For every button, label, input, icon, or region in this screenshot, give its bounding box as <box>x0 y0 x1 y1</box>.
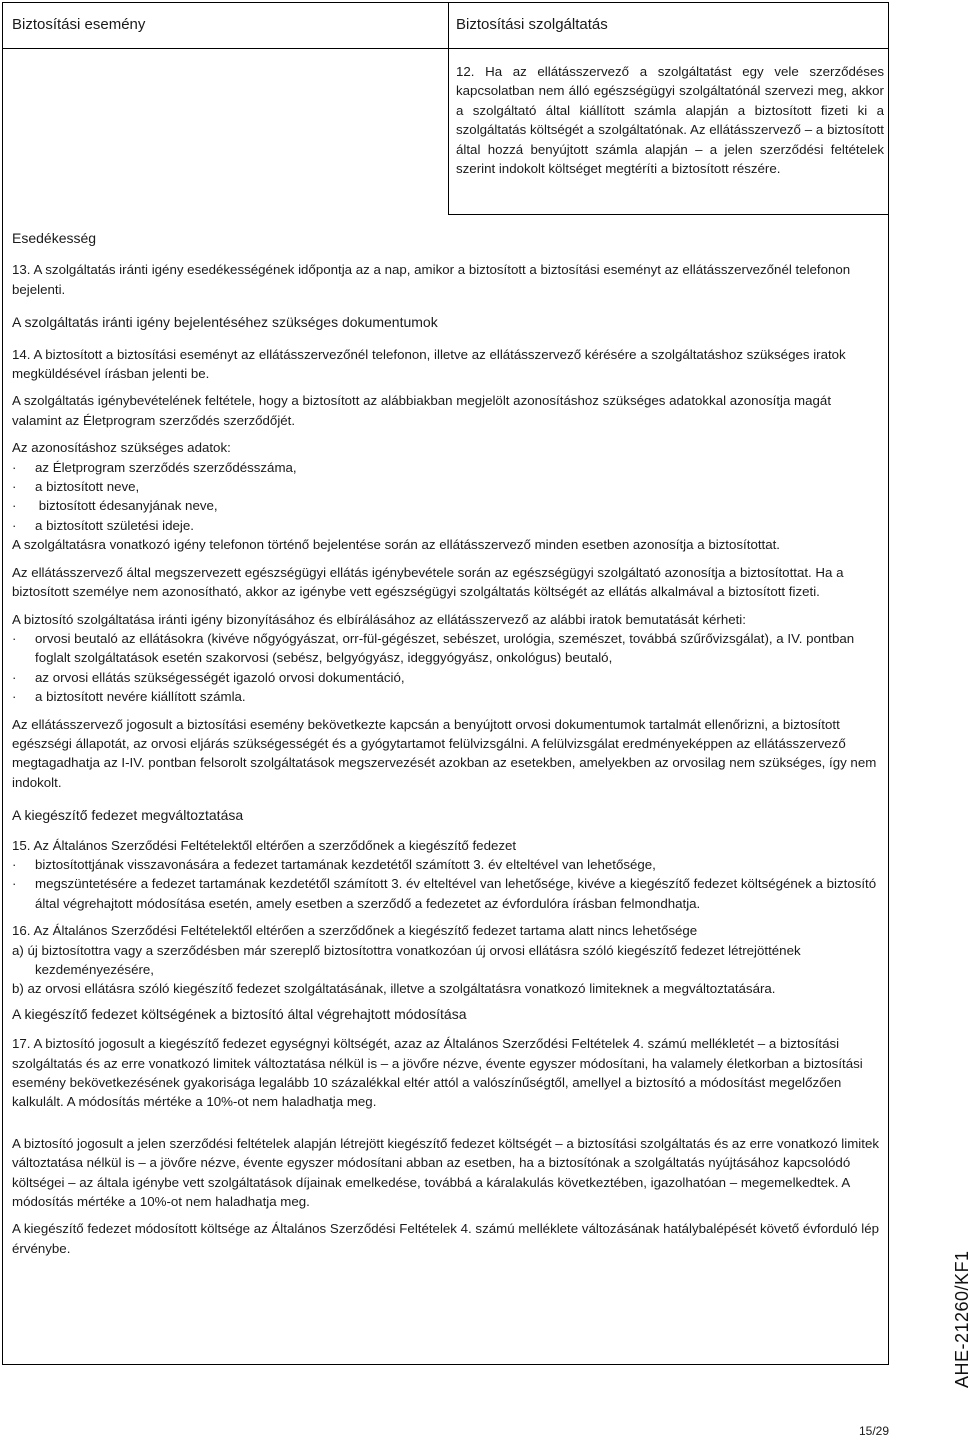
list-item: · a biztosított neve, <box>12 479 140 495</box>
paragraph-15: 15. Az Általános Szerződési Feltételektől eltérően a szerződőnek a kiegészítő fedezet <box>12 837 517 853</box>
paragraph-17b: A biztosító jogosult a jelen szerződési feltételek alapján létrejött kiegészítő fedezet költségét – a biztosítási szolgáltatás és az erre vonatkozó limitek változtatása nélkül is – a jövőre nézve, évente egyszer módosítani abban az esetben, ha a biztosítónak a szolgáltatás nyújtásához kapcsolódó költségei – az általa igénybe vett szolgáltatások díjainak emelkedése, továbbá a káralakulás következtében, igazolhatóan – megemelkedtek. A módosítás mértéke a 10%-ot nem haladhatja meg. <box>12 1135 879 1210</box>
heading-documents: A szolgáltatás iránti igény bejelentéséhez szükséges dokumentumok <box>12 314 438 331</box>
heading-cost: A kiegészítő fedezet költségének a biztosító által végrehajtott módosítása <box>12 1005 467 1022</box>
paragraph-14d: Az ellátásszervező által megszervezett egészségügyi ellátás igénybevétele során az egészségügyi szolgáltató azonosítja a biztosítottat. Ha a biztosított személye nem azonosítható, akkor az igénybe vett egészségügyi szolgáltatás költségét az ellátás alkalmával a biztosított fizeti. <box>12 564 844 600</box>
paragraph-17: 17. A biztosító jogosult a kiegészítő fedezet egységnyi költségét, azaz az Általános Szerződési Feltételek 4. számú mellékletét – a biztosítási szolgáltatás és az erre vonatkozó limitek változtatása nélkül is – a jövőre nézve, évente egyszer módosítani, ha valamely életkorban a biztosítási esemény bekövetkezésének gyakorisága legalább 10 százalékkal eltér attól a valószínűségtől, amellyel a biztosító a módosítást megelőzően kalkulált. A módosítás mértéke a 10%-ot nem haladhatja meg. <box>12 1036 863 1110</box>
list-item: · az Életprogram szerződés szerződésszáma, <box>12 459 297 475</box>
paragraph-16b: b) az orvosi ellátásra szóló kiegészítő fedezet szolgáltatásának, illetve a szolgáltatásra vonatkozó limiteknek a megváltoztatására. <box>12 981 776 997</box>
service-paragraph-12: 12. Ha az ellátásszervező a szolgáltatást egy vele szerződéses kapcsolatban nem álló egészségügyi szolgáltatónál szervezi meg, akkor a szolgáltató által kiállított számla alapján a biztosított fizeti ki a szolgáltatás költségét a szolgáltatónak. Az ellátásszervező – a biztosított által hozzá benyújtott számla alapján – a jelen szerződési feltételek szerint indokolt költséget megtéríti a biztosított részére. <box>456 64 884 177</box>
paragraph-14c: A szolgáltatásra vonatkozó igény telefonon történő bejelentése során az ellátásszervező minden esetben azonosítja a biztosítottat. <box>12 537 781 553</box>
paragraph-13: 13. A szolgáltatás iránti igény esedékességének időpontja az a nap, amikor a biztosított a biztosítási eseményt az ellátásszervezőnél telefonon bejelenti. <box>12 262 851 297</box>
list-item: · biztosított édesanyjának neve, <box>12 498 218 514</box>
paragraph-14f: Az ellátásszervező jogosult a biztosítási esemény bekövetkezte kapcsán a benyújtott orvosi dokumentumok tartalmát ellenőrizni, a biztosított egészségi állapotát, az orvosi eljárás szükségességét és a gyógytartamot felülvizsgálni. A felülvizsgálat eredményeképpen az ellátásszervező megtagadhatja az I-IV. pontban felsorolt szolgáltatások megszervezését azokban az esetekben, amelyekben az orvosilag nem szükséges, így nem indokolt. <box>12 716 877 790</box>
main-content <box>12 229 882 1258</box>
list-item: · a biztosított születési ideje. <box>12 517 194 533</box>
paragraph-14e: A biztosító szolgáltatása iránti igény bizonyításához és elbírálásához az ellátásszervező az alábbi iratok bemutatását kérheti: <box>12 611 746 627</box>
content-frame <box>2 2 889 1365</box>
id-intro: Az azonosításhoz szükséges adatok: <box>12 440 231 456</box>
paragraph-14b: A szolgáltatás igénybevételének feltétele, hogy a biztosított az alábbiakban megjelölt azonosításhoz szükséges adatokkal azonosítja magát valamint az Életprogram szerződés szerződőjét. <box>12 393 832 428</box>
paragraph-16: 16. Az Általános Szerződési Feltételektől eltérően a szerződőnek a kiegészítő fedezet tartama alatt nincs lehetősége <box>12 923 698 939</box>
paragraph-14: 14. A biztosított a biztosítási eseményt az ellátásszervezőnél telefonon, illetve az ellátásszervező kérésére a szolgáltatáshoz szükséges iratok megküldésével írásban jelenti be. <box>12 346 846 382</box>
list-item: · biztosítottjának visszavonására a fedezet tartamának kezdetétől számított 3. év elteltével van lehetősége, <box>12 856 656 872</box>
list-item: · az orvosi ellátás szükségességét igazoló orvosi dokumentáció, <box>12 669 405 685</box>
column-divider <box>448 3 449 214</box>
page-number: 15/29 <box>858 1424 889 1438</box>
paragraph-17c: A kiegészítő fedezet módosított költsége az Általános Szerződési Feltételek 4. számú melléklete változásának hatálybalépését követő évforduló lép érvénybe. <box>12 1221 880 1256</box>
list-item: · orvosi beutaló az ellátásokra (kivéve nőgyógyászat, orr-fül-gégészet, sebészet, urológia, szemészet, továbbá szűrővizsgálat), a IV. pontban foglalt szolgáltatások esetén szakorvosi (sebész, belgyógyász, ideggyógyász, onkológus) beutaló, <box>12 630 855 666</box>
list-item: · megszüntetésére a fedezet tartamának kezdetétől számított 3. év elteltével van lehetősége, kivéve a kiegészítő fedezet költségének a biztosító által végrehajtott módosítása esetén, amely esetben a szerződő a fedezetet az évfordulóra írásban felmondhatja. <box>12 876 877 911</box>
heading-esedekesseg: Esedékesség <box>12 230 97 246</box>
header-right-title: Biztosítási szolgáltatás <box>456 16 608 33</box>
document-code: AHE-21260/KF1 <box>952 1250 972 1388</box>
box-bottom-border <box>448 214 889 215</box>
heading-change: A kiegészítő fedezet megváltoztatása <box>12 807 244 824</box>
list-item: · a biztosított nevére kiállított számla. <box>12 689 246 705</box>
paragraph-16a: a) új biztosítottra vagy a szerződésben már szereplő biztosítottra vonatkozóan új orvosi ellátásra szóló kiegészítő fedezet létrejöttének kezdeményezésére, <box>12 942 801 977</box>
header-left-title: Biztosítási esemény <box>12 16 146 33</box>
header-row <box>3 3 888 49</box>
